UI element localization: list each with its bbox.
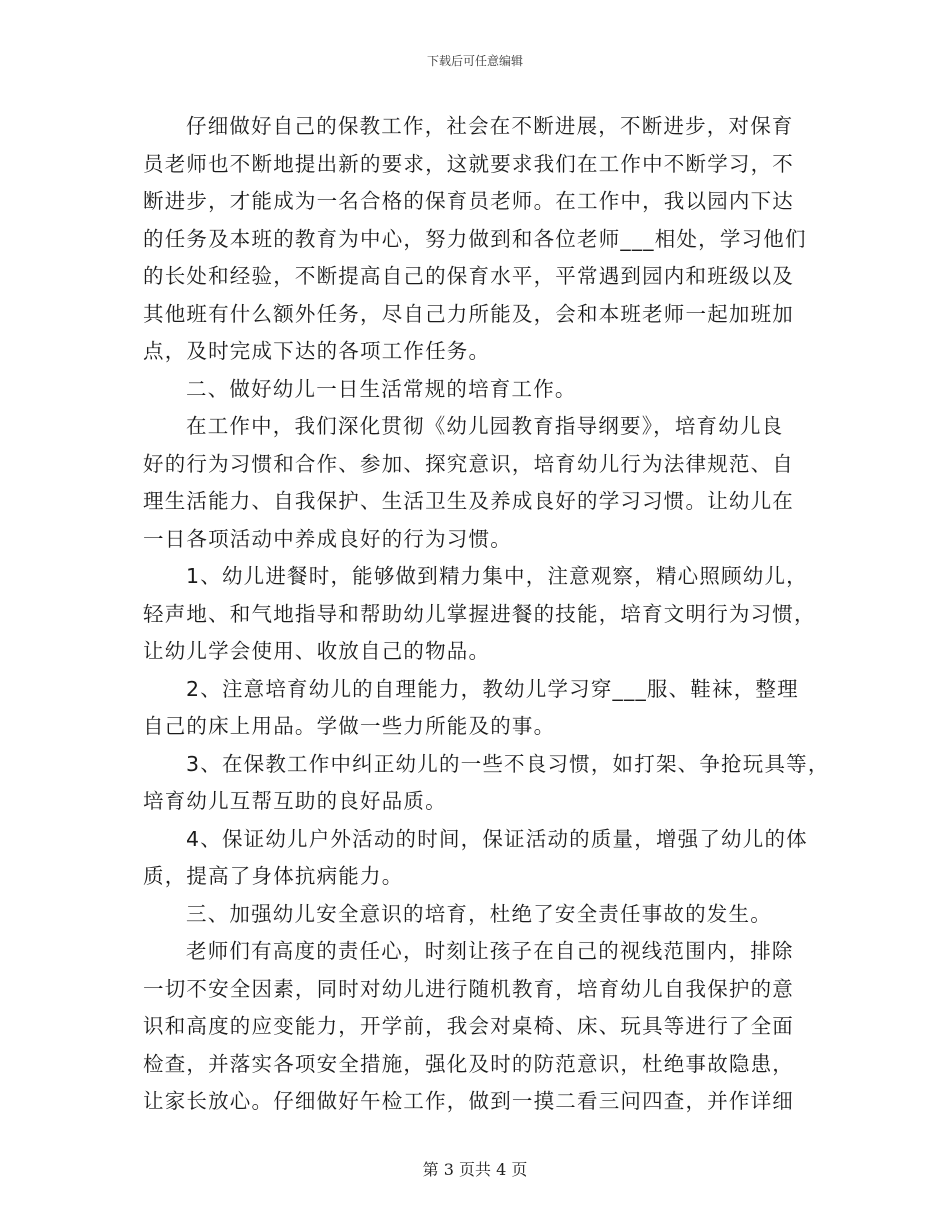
paragraph-line: 点，及时完成下达的各项工作任务。 <box>143 339 491 363</box>
paragraph-line: 老师们有高度的责任心，时刻让孩子在自己的视线范围内，排除 <box>186 939 794 963</box>
paragraph-line: 一切不安全因素，同时对幼儿进行随机教育，培育幼儿自我保护的意 <box>143 976 794 1001</box>
list-item-3: 3、在保教工作中纠正幼儿的一些不良习惯，如打架、争抢玩具等， <box>186 751 830 776</box>
paragraph-line: 仔细做好自己的保教工作，社会在不断进展，不断进步，对保育 <box>186 114 794 138</box>
list-item-1: 1、幼儿进餐时，能够做到精力集中，注意观察，精心照顾幼儿， <box>186 564 808 588</box>
paragraph-line: 识和高度的应变能力，开学前，我会对桌椅、床、玩具等进行了全面 <box>143 1014 794 1038</box>
paragraph-line: 自己的床上用品。学做一些力所能及的事。 <box>143 714 556 738</box>
paragraph-line: 让家长放心。仔细做好午检工作，做到一摸二看三问四查，并作详细 <box>143 1089 794 1113</box>
paragraph-line: 断进步，才能成为一名合格的保育员老师。在工作中，我以园内下达 <box>143 189 794 213</box>
paragraph-line: 质，提高了身体抗病能力。 <box>143 864 404 888</box>
header-note: 下载后可任意编辑 <box>426 54 523 68</box>
section-heading-3: 三、加强幼儿安全意识的培育，杜绝了安全责任事故的发生。 <box>186 901 772 926</box>
list-item-2: 2、注意培育幼儿的自理能力，教幼儿学习穿___服、鞋袜，整理 <box>186 676 799 701</box>
body-text <box>143 108 830 1121</box>
paragraph-line: 员老师也不断地提出新的要求，这就要求我们在工作中不断学习，不 <box>143 151 794 176</box>
paragraph-line: 检查，并落实各项安全措施，强化及时的防范意识，杜绝事故隐患， <box>143 1051 794 1076</box>
section-heading-2: 二、做好幼儿一日生活常规的培育工作。 <box>186 376 577 401</box>
paragraph-line: 的长处和经验，不断提高自己的保育水平，平常遇到园内和班级以及 <box>143 264 794 288</box>
paragraph-line: 轻声地、和气地指导和帮助幼儿掌握进餐的技能，培育文明行为习惯， <box>143 601 816 626</box>
paragraph-line: 的任务及本班的教育为中心，努力做到和各位老师___相处，学习他们 <box>143 226 807 251</box>
paragraph-line: 在工作中，我们深化贯彻《幼儿园教育指导纲要》，培育幼儿良 <box>186 414 784 438</box>
paragraph-line: 一日各项活动中养成良好的行为习惯。 <box>143 526 512 551</box>
paragraph-line: 其他班有什么额外任务，尽自己力所能及，会和本班老师一起加班加 <box>143 301 794 326</box>
list-item-4: 4、保证幼儿户外活动的时间，保证活动的质量，增强了幼儿的体 <box>186 826 808 851</box>
page-number: 第 3 页共 4 页 <box>422 1160 528 1179</box>
paragraph-line: 理生活能力、自我保护、生活卫生及养成良好的学习习惯。让幼儿在 <box>143 489 794 513</box>
paragraph-line: 好的行为习惯和合作、参加、探究意识，培育幼儿行为法律规范、自 <box>143 451 794 476</box>
paragraph-line: 培育幼儿互帮互助的良好品质。 <box>143 789 447 813</box>
paragraph-line: 让幼儿学会使用、收放自己的物品。 <box>143 639 491 663</box>
